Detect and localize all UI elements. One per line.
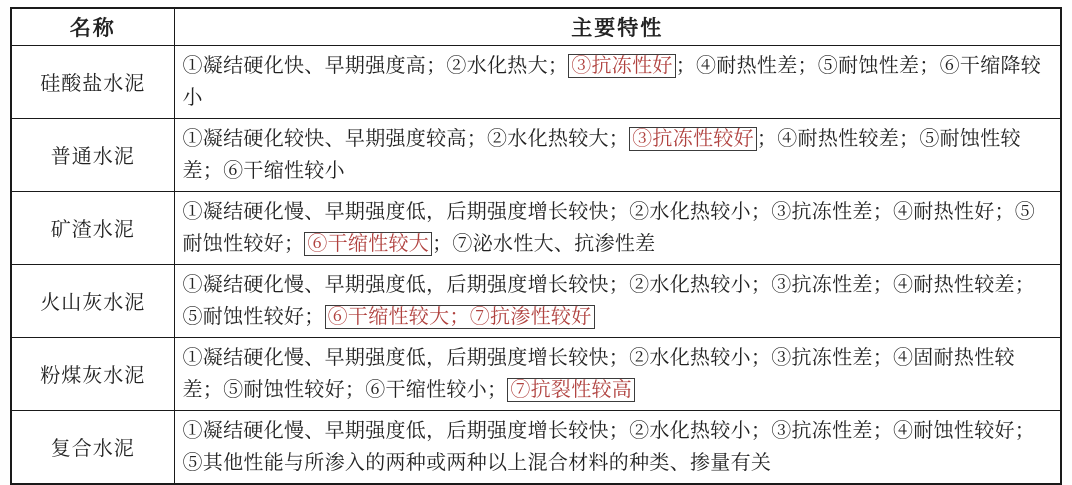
cement-features (174, 45, 1061, 118)
cement-name: 硅酸盐水泥 (11, 45, 174, 118)
header-row (11, 8, 1061, 45)
feature-segment: ①凝结硬化慢、早期强度低，后期强度增长较快；②水化热较小；③抗冻性差；④耐热性好；⑤耐蚀性较好； (182, 200, 1036, 255)
feature-segment: ①凝结硬化慢、早期强度低，后期强度增长较快；②水化热较小；③抗冻性差；④固耐热性较差；⑤耐蚀性较好；⑥干缩性较小； (182, 346, 1015, 401)
feature-highlight: ③抗冻性较好 (629, 127, 757, 151)
table-row (11, 264, 1061, 337)
feature-highlight: ③抗冻性好 (568, 54, 676, 78)
feature-segment: ；④耐热性较差；⑤耐蚀性较差；⑥干缩性较小 (182, 127, 1021, 182)
cement-features (174, 410, 1061, 484)
cement-name: 普通水泥 (11, 118, 174, 191)
feature-segment: ；④耐热性差；⑤耐蚀性差；⑥干缩降较小 (182, 54, 1042, 109)
feature-segment: ①凝结硬化慢、早期强度低，后期强度增长较快；②水化热较小；③抗冻性差；④耐蚀性较好；⑤其他性能与所渗入的两种或两种以上混合材料的种类、掺量有关 (182, 419, 1036, 474)
header-name: 名称 (11, 8, 174, 45)
feature-highlight: ⑥干缩性较大；⑦抗渗性较好 (325, 305, 595, 329)
cement-name: 矿渣水泥 (11, 191, 174, 264)
cement-features (174, 191, 1061, 264)
cement-features (174, 118, 1061, 191)
table (10, 7, 1062, 485)
cement-name: 粉煤灰水泥 (11, 337, 174, 410)
cement-name: 复合水泥 (11, 410, 174, 484)
table-row (11, 410, 1061, 484)
cement-features (174, 337, 1061, 410)
table-row (11, 337, 1061, 410)
table-row (11, 118, 1061, 191)
cement-features (174, 264, 1061, 337)
table-row (11, 191, 1061, 264)
cement-name: 火山灰水泥 (11, 264, 174, 337)
feature-segment: ；⑦泌水性大、抗渗性差 (432, 232, 656, 255)
feature-segment: ①凝结硬化慢、早期强度低，后期强度增长较快；②水化热较小；③抗冻性差；④耐热性较差；⑤耐蚀性较好； (182, 273, 1036, 328)
feature-segment: ①凝结硬化较快、早期强度较高；②水化热较大； (182, 127, 630, 150)
feature-segment: ①凝结硬化快、早期强度高；②水化热大； (182, 54, 569, 77)
header-features: 主要特性 (174, 8, 1061, 45)
feature-highlight: ⑥干缩性较大 (304, 232, 432, 256)
cement-characteristics-table (10, 7, 1062, 474)
table-row (11, 45, 1061, 118)
feature-highlight: ⑦抗裂性较高 (507, 378, 635, 402)
